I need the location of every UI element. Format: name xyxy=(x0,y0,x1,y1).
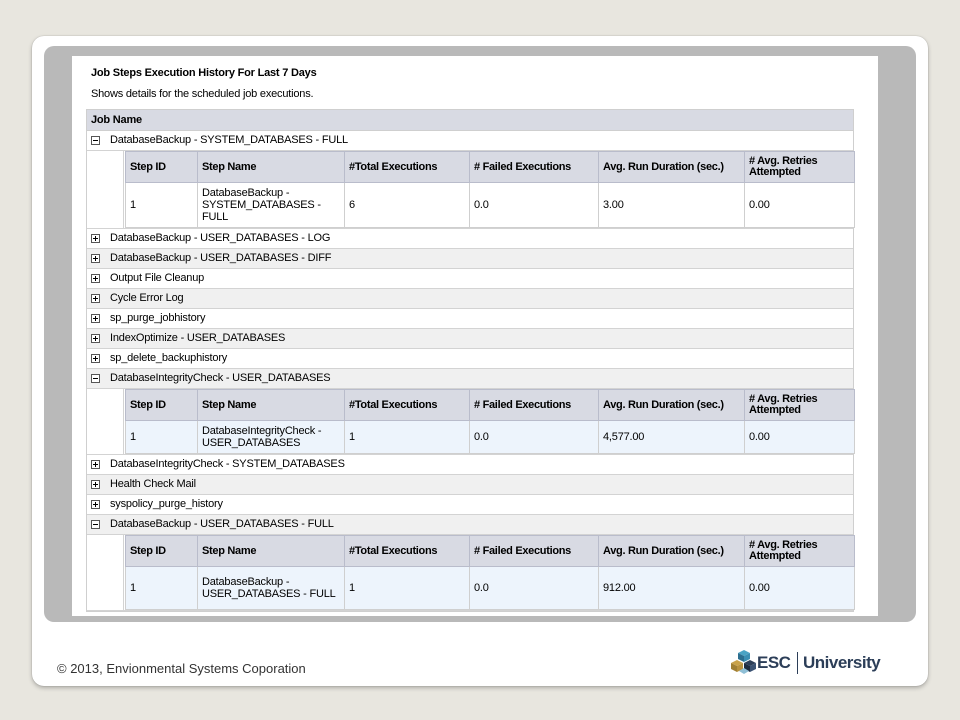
expand-icon[interactable] xyxy=(91,460,100,469)
steps-indent xyxy=(87,535,124,610)
cell-step-name: DatabaseIntegrityCheck - USER_DATABASES xyxy=(198,421,345,454)
report-viewer xyxy=(72,56,878,616)
report-subtitle: Shows details for the scheduled job executions. xyxy=(91,88,314,100)
job-steps-block xyxy=(87,535,853,611)
column-header-failed-executions: # Failed Executions xyxy=(470,152,599,183)
job-name: DatabaseBackup - USER_DATABASES - DIFF xyxy=(110,252,332,264)
step-row xyxy=(126,421,855,454)
column-header-avg-retries: # Avg. Retries Attempted xyxy=(745,152,855,183)
column-header-failed-executions: # Failed Executions xyxy=(470,390,599,421)
expand-icon[interactable] xyxy=(91,334,100,343)
job-row[interactable] xyxy=(87,309,853,329)
cell-step-id: 1 xyxy=(126,183,198,228)
job-row[interactable] xyxy=(87,455,853,475)
cell-avg-retries: 0.00 xyxy=(745,567,855,610)
job-steps-block xyxy=(87,389,853,455)
collapse-icon[interactable] xyxy=(91,136,100,145)
steps-indent xyxy=(87,389,124,454)
job-name: DatabaseBackup - SYSTEM_DATABASES - FULL xyxy=(110,134,348,146)
job-name: DatabaseBackup - USER_DATABASES - LOG xyxy=(110,232,331,244)
column-header-step-id: Step ID xyxy=(126,152,198,183)
job-name: Health Check Mail xyxy=(110,478,196,490)
job-row[interactable] xyxy=(87,229,853,249)
expand-icon[interactable] xyxy=(91,314,100,323)
column-header-failed-executions: # Failed Executions xyxy=(470,536,599,567)
job-row[interactable] xyxy=(87,475,853,495)
steps-indent xyxy=(87,151,124,228)
logo-university-text: University xyxy=(803,653,881,672)
column-header-total-executions: #Total Executions xyxy=(345,390,470,421)
logo-esc-text: ESC xyxy=(757,653,791,672)
job-row[interactable] xyxy=(87,495,853,515)
expand-icon[interactable] xyxy=(91,274,100,283)
copyright-text: © 2013, Envionmental Systems Coporation xyxy=(57,661,306,676)
job-row[interactable] xyxy=(87,369,853,389)
job-name: IndexOptimize - USER_DATABASES xyxy=(110,332,286,344)
logo-separator xyxy=(797,652,798,674)
job-row[interactable] xyxy=(87,515,853,535)
expand-icon[interactable] xyxy=(91,480,100,489)
column-header-step-name: Step Name xyxy=(198,390,345,421)
job-row[interactable] xyxy=(87,289,853,309)
job-name: syspolicy_purge_history xyxy=(110,498,223,510)
job-name: Cycle Error Log xyxy=(110,292,184,304)
job-name: sp_delete_backuphistory xyxy=(110,352,228,364)
column-header-avg-retries: # Avg. Retries Attempted xyxy=(745,390,855,421)
job-row[interactable] xyxy=(87,269,853,289)
column-header-avg-run-duration: Avg. Run Duration (sec.) xyxy=(599,152,745,183)
cell-avg-run-duration: 3.00 xyxy=(599,183,745,228)
job-row[interactable] xyxy=(87,349,853,369)
column-header-step-name: Step Name xyxy=(198,152,345,183)
job-name: DatabaseIntegrityCheck - SYSTEM_DATABASES xyxy=(110,458,345,470)
cell-avg-retries: 0.00 xyxy=(745,183,855,228)
column-header-step-id: Step ID xyxy=(126,390,198,421)
cell-failed-executions: 0.0 xyxy=(470,183,599,228)
column-header-avg-run-duration: Avg. Run Duration (sec.) xyxy=(599,390,745,421)
cell-avg-run-duration: 912.00 xyxy=(599,567,745,610)
collapse-icon[interactable] xyxy=(91,520,100,529)
job-name: DatabaseBackup - USER_DATABASES - FULL xyxy=(110,518,334,530)
job-name-column-header: Job Name xyxy=(87,110,853,131)
collapse-icon[interactable] xyxy=(91,374,100,383)
job-row[interactable] xyxy=(87,131,853,151)
expand-icon[interactable] xyxy=(91,500,100,509)
report-title: Job Steps Execution History For Last 7 Days xyxy=(91,67,317,79)
expand-icon[interactable] xyxy=(91,254,100,263)
cell-total-executions: 6 xyxy=(345,183,470,228)
logo-cubes-icon xyxy=(731,648,757,678)
steps-table xyxy=(125,535,855,610)
column-header-total-executions: #Total Executions xyxy=(345,536,470,567)
cell-step-name: DatabaseBackup - USER_DATABASES - FULL xyxy=(198,567,345,610)
column-header-avg-retries: # Avg. Retries Attempted xyxy=(745,536,855,567)
job-table xyxy=(86,109,854,612)
steps-table xyxy=(125,151,855,228)
step-row xyxy=(126,567,855,610)
cell-step-id: 1 xyxy=(126,567,198,610)
step-row xyxy=(126,183,855,228)
column-header-total-executions: #Total Executions xyxy=(345,152,470,183)
job-name: DatabaseIntegrityCheck - USER_DATABASES xyxy=(110,372,331,384)
column-header-step-id: Step ID xyxy=(126,536,198,567)
cell-step-name: DatabaseBackup - SYSTEM_DATABASES - FULL xyxy=(198,183,345,228)
esc-university-logo xyxy=(731,648,881,678)
steps-table xyxy=(125,389,855,454)
job-name: Output File Cleanup xyxy=(110,272,205,284)
cell-failed-executions: 0.0 xyxy=(470,567,599,610)
expand-icon[interactable] xyxy=(91,354,100,363)
cell-step-id: 1 xyxy=(126,421,198,454)
job-name: sp_purge_jobhistory xyxy=(110,312,206,324)
job-row[interactable] xyxy=(87,329,853,349)
cell-total-executions: 1 xyxy=(345,421,470,454)
job-row[interactable] xyxy=(87,249,853,269)
column-header-step-name: Step Name xyxy=(198,536,345,567)
column-header-avg-run-duration: Avg. Run Duration (sec.) xyxy=(599,536,745,567)
job-steps-block xyxy=(87,151,853,229)
cell-failed-executions: 0.0 xyxy=(470,421,599,454)
cell-avg-run-duration: 4,577.00 xyxy=(599,421,745,454)
expand-icon[interactable] xyxy=(91,294,100,303)
expand-icon[interactable] xyxy=(91,234,100,243)
cell-avg-retries: 0.00 xyxy=(745,421,855,454)
cell-total-executions: 1 xyxy=(345,567,470,610)
